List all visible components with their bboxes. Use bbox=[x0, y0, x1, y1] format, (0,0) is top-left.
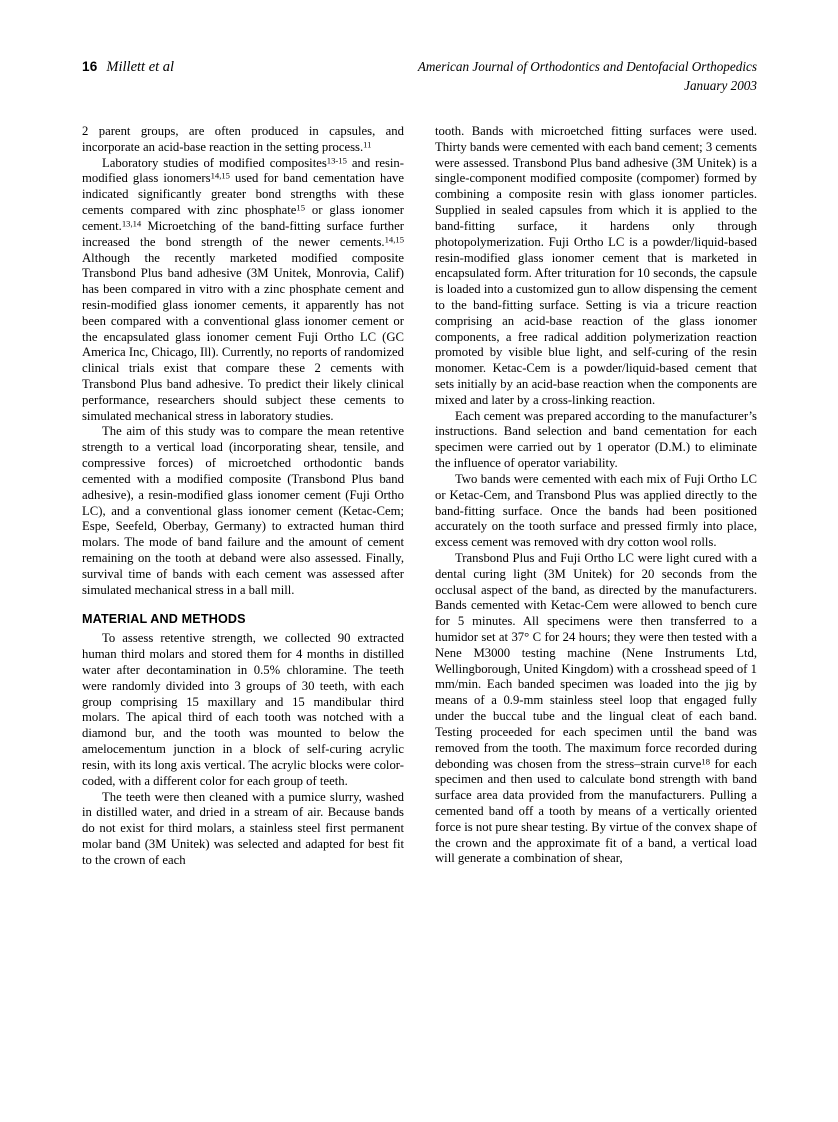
citation-superscript: 13,14 bbox=[121, 218, 142, 229]
citation-superscript: 13-15 bbox=[326, 155, 347, 165]
running-head-right bbox=[418, 58, 757, 95]
body-paragraph: Two bands were cemented with each mix of Fuji Ortho LC or Ketac-Cem, and Transbond Plus was applied directly to the band-fitting surface. Once the bands had been positioned accurately on the tooth surface and pressed firmly into place, excess cement was removed with dry cotton wool rolls. bbox=[435, 471, 757, 550]
body-paragraph: Laboratory studies of modified composites$^{13-15}$ and resin-modified glass ionomers$^{14,15}$ used for band cementation have indicated significantly greater bond strengths with these cements compared with zinc phosphate$^{15}$ or glass ionomer cement.$^{13,14}$ Microetching of the band-fitting surface further increased the bond strength of the newer cements.$^{14,15}$ Although the recently marketed modified composite Transbond Plus band adhesive (3M Unitek, Monrovia, Calif) has been compared in vitro with a zinc phosphate cement and resin-modified glass ionomer cements, it apparently has not been compared with a conventional glass ionomer cement or the encapsulated glass ionomer cement Fuji Ortho LC (GC America Inc, Chicago, Ill). Currently, no reports of randomized clinical trials exist that compare these 2 cements with Transbond Plus band adhesive. To predict their likely clinical performance, researchers should subject these cements to simulated mechanical stress in laboratory studies. bbox=[82, 155, 405, 423]
body-paragraph: The teeth were then cleaned with a pumice slurry, washed in distilled water, and dried in a stream of air. Because bands do not exist for third molars, a stainless steel first permanent molar band (3M Unitek) was selected and adapted for best fit to the crown of each bbox=[82, 789, 404, 867]
running-head-left bbox=[82, 58, 174, 76]
citation-superscript: 15 bbox=[296, 202, 306, 213]
running-head-authors: Millett et al bbox=[106, 59, 175, 75]
citation-superscript: 14,15 bbox=[384, 234, 404, 245]
journal-title: American Journal of Orthodontics and Dentofacial Orthopedics bbox=[417, 59, 757, 74]
body-paragraph: 2 parent groups, are often produced in capsules, and incorporate an acid-base reaction in the setting process.$^{11}$ bbox=[82, 124, 404, 154]
page-number: 16 bbox=[82, 59, 98, 74]
body-paragraph: To assess retentive strength, we collected 90 extracted human third molars and stored them for 4 months in distilled water after decontamination in 0.5% chloramine. The teeth were randomly divided into 3 groups of 30 teeth, with each group comprising 15 maxillary and 15 mandibular third molars. The apical third of each tooth was notched with a diamond bur, and the tooth was mounted to below the amelocementum junction in a block of self-curing acrylic resin, with its long axis vertical. The acrylic blocks were color-coded, with a different color for each group of teeth. bbox=[82, 631, 404, 788]
right-column bbox=[435, 124, 757, 1054]
page-body bbox=[82, 124, 757, 1054]
citation-superscript: 14,15 bbox=[210, 170, 230, 181]
citation-superscript: 18 bbox=[701, 755, 711, 766]
body-paragraph: Each cement was prepared according to the manufacturer’s instructions. Band selection and band cementation for each specimen were carried out by 1 operator (D.M.) to eliminate the influence of operator variability. bbox=[435, 408, 757, 471]
body-paragraph: Transbond Plus and Fuji Ortho LC were light cured with a dental curing light (3M Unitek) for 20 seconds from the occlusal aspect of the band, as directed by the manufacturers. Bands cemented with Ketac-Cem were allowed to bench cure for 5 minutes. All specimens were then transferred to a humidor set at 37° C for 24 hours; they were then tested with a Nene M3000 testing machine (Nene Instruments Ltd, Wellingborough, United Kingdom) with a crosshead speed of 1 mm/min. Each banded specimen was loaded into the jig by means of a 0.9-mm stainless steel loop that engaged fully under the buccal tube and the lingual cleat of each band. Testing proceeded for each specimen until the band was removed from the tooth. The maximum force recorded during debonding was chosen from the stress–strain curve$^{18}$ for each specimen and then used to calculate bond strength with band surface area data provided from the manufacturers. Pulling a cemented band off a tooth by means of a vertically oriented force is not pure shear testing. By virtue of the convex shape of the crown and the approximate fit of a band, a vertical load will generate a combination of shear, bbox=[435, 550, 757, 866]
citation-superscript: 11 bbox=[363, 139, 372, 150]
running-head bbox=[82, 58, 757, 102]
issue-date: January 2003 bbox=[684, 77, 757, 93]
left-column bbox=[82, 124, 404, 1054]
section-heading-material-and-methods: MATERIAL AND METHODS bbox=[82, 611, 246, 626]
body-paragraph: tooth. Bands with microetched fitting surfaces were used. Thirty bands were cemented with each band cement; 3 cements were assessed. Transbond Plus band adhesive (3M Unitek) is a single-component modified composite (compomer) formed by combining a composite resin with glass ionomer particles. Supplied in sealed capsules from which it is applied to the band-fitting surface, it hardens only through photopolymerization. Fuji Ortho LC is a powder/liquid-based resin-modified glass ionomer cement that is marketed in encapsulated form. After trituration for 10 seconds, the capsule is loaded into a customized gun to allow dispensing the cement to the band-fitting surface. Setting is via a tricure reaction comprising an acid-base reaction of the glass ionomer components, a free radical addition polymerization reaction promoted by visible blue light, and self-curing of the resin monomer. Ketac-Cem is a powder/liquid-based cement that sets initially by an acid-base reaction when the components are mixed and later by a cross-linking reaction. bbox=[435, 124, 757, 407]
body-paragraph: The aim of this study was to compare the mean retentive strength to a vertical load (incorporating shear, tensile, and compressive forces) of microetched orthodontic bands cemented with a modified composite (Transbond Plus band adhesive), a resin-modified glass ionomer cement (Fuji Ortho LC), and a conventional glass ionomer cement (Ketac-Cem; Espe, Seefeld, Oberbay, Germany) to extracted human third molars. The mode of band failure and the amount of cement remaining on the tooth at deband were also assessed. Finally, survival time of bands with each cement was assessed after simulated mechanical stress in a ball mill. bbox=[82, 424, 404, 597]
